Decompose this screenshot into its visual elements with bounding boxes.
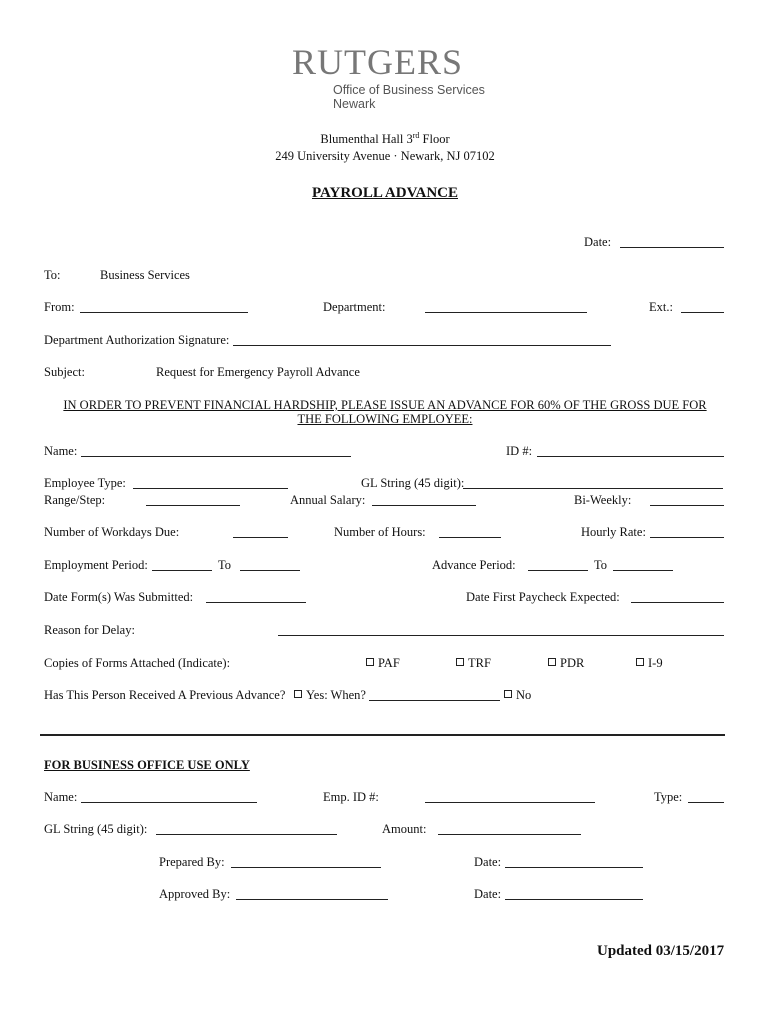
checkbox-icon [504,690,512,698]
employee-type-field[interactable] [133,488,288,489]
office-name-label: Name: [44,790,78,804]
no-label: No [516,688,532,702]
approved-by-label: Approved By: [159,887,231,901]
updated-date: Updated 03/15/2017 [597,943,725,959]
logo-office-line: Office of Business Services [333,83,485,97]
trf-label: TRF [468,656,491,670]
yes-when-label: Yes: When? [306,688,366,702]
office-emp-id-field[interactable] [425,802,595,803]
office-type-label: Type: [654,790,683,804]
workdays-due-field[interactable] [233,537,288,538]
hourly-rate-field[interactable] [650,537,724,538]
checkbox-icon [636,658,644,666]
office-emp-id-label: Emp. ID #: [323,790,379,804]
employment-period-end-field[interactable] [240,570,300,571]
address-floor: Floor [419,132,450,147]
range-step-field[interactable] [146,505,240,506]
address-floor-suffix: rd [412,131,420,140]
bi-weekly-field[interactable] [650,505,724,506]
from-label: From: [44,300,75,314]
advance-period-start-field[interactable] [528,570,588,571]
department-label: Department: [323,300,386,314]
pdr-checkbox[interactable] [548,657,584,670]
ext-field[interactable] [681,312,724,313]
advance-period-to-label: To [594,558,608,572]
subject-value: Request for Emergency Payroll Advance [156,365,360,379]
form-title: PAYROLL ADVANCE [311,185,458,201]
annual-salary-label: Annual Salary: [290,493,366,507]
bi-weekly-label: Bi-Weekly: [574,493,632,507]
paf-checkbox[interactable] [366,657,400,670]
employment-period-start-field[interactable] [152,570,212,571]
subject-label: Subject: [44,365,85,379]
office-name-field[interactable] [81,802,257,803]
first-paycheck-field[interactable] [631,602,724,603]
id-field[interactable] [537,456,724,457]
checkbox-icon [366,658,374,666]
employment-period-label: Employment Period: [44,558,148,572]
prev-advance-yes-checkbox[interactable] [294,689,366,702]
prev-advance-when-field[interactable] [369,700,500,701]
checkbox-icon [456,658,464,666]
trf-checkbox[interactable] [456,657,491,670]
address-building: Blumenthal Hall 3 [320,132,413,147]
id-label: ID #: [506,444,533,458]
to-label: To: [44,268,61,282]
reason-delay-label: Reason for Delay: [44,623,135,637]
dept-auth-label: Department Authorization Signature: [44,333,230,347]
notice-line-1: IN ORDER TO PREVENT FINANCIAL HARDSHIP, PLEASE ISSUE AN ADVANCE FOR 60% OF THE GROSS DUE FOR [63,398,707,412]
checkbox-icon [294,690,302,698]
copies-attached-label: Copies of Forms Attached (Indicate): [44,656,231,670]
employment-period-to-label: To [218,558,232,572]
prepared-date-label: Date: [474,855,502,869]
pdr-label: PDR [560,656,585,670]
ext-label: Ext.: [649,300,673,314]
prev-advance-label: Has This Person Received A Previous Advance? [44,688,286,702]
gl-string-field[interactable] [463,488,723,489]
range-step-label: Range/Step: [44,493,106,507]
office-use-heading: FOR BUSINESS OFFICE USE ONLY [44,758,250,772]
i9-checkbox[interactable] [636,657,663,670]
office-type-field[interactable] [688,802,724,803]
hourly-rate-label: Hourly Rate: [581,525,646,539]
approved-date-field[interactable] [505,899,643,900]
name-label: Name: [44,444,78,458]
date-field[interactable] [620,247,724,248]
advance-period-end-field[interactable] [613,570,673,571]
address-line-1 [0,132,770,146]
prepared-by-label: Prepared By: [159,855,225,869]
reason-delay-field[interactable] [278,635,724,636]
prepared-by-field[interactable] [231,867,381,868]
prepared-date-field[interactable] [505,867,643,868]
workdays-due-label: Number of Workdays Due: [44,525,180,539]
dept-auth-signature-field[interactable] [233,345,611,346]
logo-wordmark: RUTGERS [292,42,464,82]
gl-string-label: GL String (45 digit): [361,476,465,490]
date-submitted-label: Date Form(s) Was Submitted: [44,590,194,604]
from-field[interactable] [80,312,248,313]
annual-salary-field[interactable] [372,505,476,506]
name-field[interactable] [81,456,351,457]
address-line-2: 249 University Avenue · Newark, NJ 07102 [275,149,495,163]
approved-by-field[interactable] [236,899,388,900]
employee-type-label: Employee Type: [44,476,126,490]
approved-date-label: Date: [474,887,502,901]
section-divider [40,734,725,736]
office-gl-string-field[interactable] [156,834,337,835]
notice-line-2: THE FOLLOWING EMPLOYEE: [297,412,473,426]
checkbox-icon [548,658,556,666]
date-submitted-field[interactable] [206,602,306,603]
to-value: Business Services [100,268,190,282]
paf-label: PAF [378,656,400,670]
office-amount-field[interactable] [438,834,581,835]
department-field[interactable] [425,312,587,313]
num-hours-label: Number of Hours: [334,525,426,539]
num-hours-field[interactable] [439,537,501,538]
i9-label: I-9 [648,656,663,670]
office-gl-string-label: GL String (45 digit): [44,822,148,836]
advance-period-label: Advance Period: [432,558,516,572]
date-label: Date: [584,235,612,249]
logo-campus-line: Newark [333,97,376,111]
office-amount-label: Amount: [382,822,427,836]
first-paycheck-label: Date First Paycheck Expected: [466,590,620,604]
prev-advance-no-checkbox[interactable] [504,689,531,702]
